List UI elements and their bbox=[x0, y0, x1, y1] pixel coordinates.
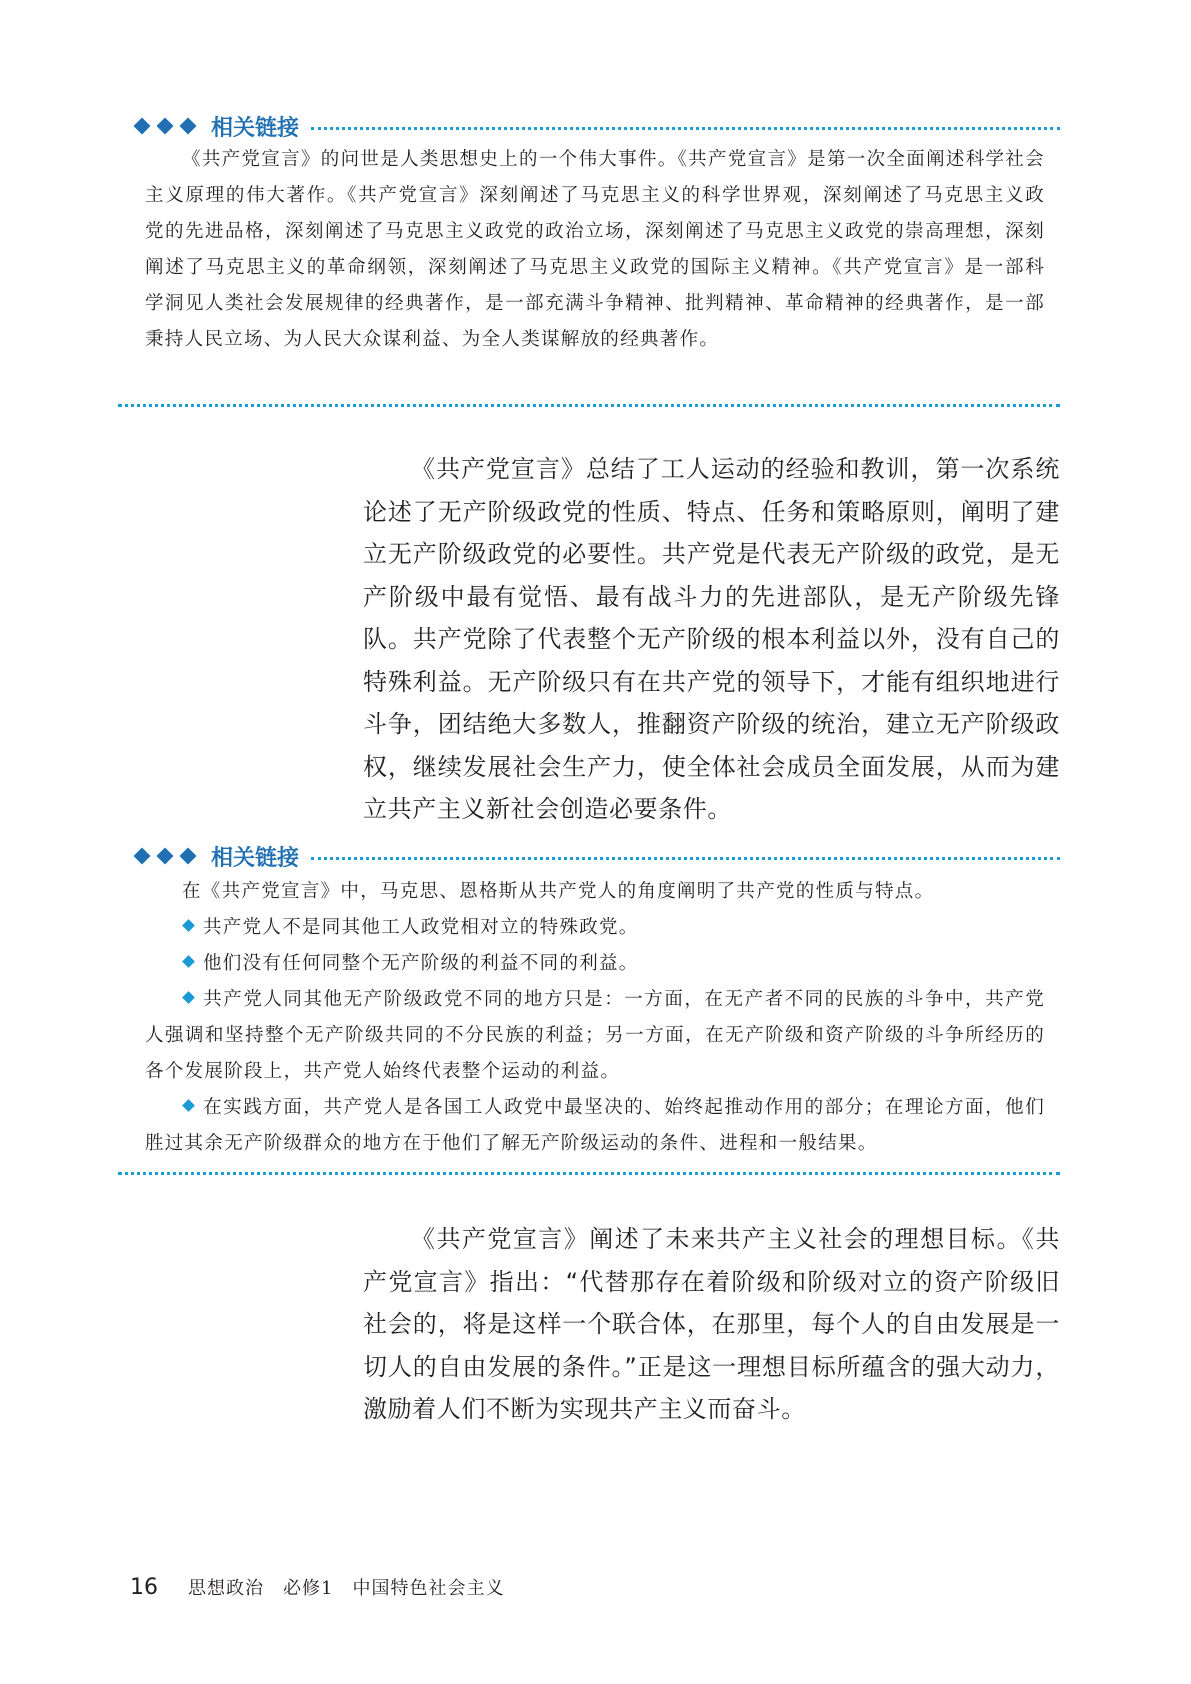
page-footer bbox=[130, 1572, 504, 1602]
diamond-icon bbox=[157, 848, 174, 865]
bullet-diamond-icon bbox=[182, 1099, 195, 1112]
page-number: 16 bbox=[130, 1574, 158, 1600]
related-links-header-1 bbox=[132, 108, 1060, 144]
bullet-diamond-icon bbox=[182, 919, 195, 932]
dotted-rule bbox=[311, 857, 1060, 860]
running-footer-text: 思想政治 必修1 中国特色社会主义 bbox=[188, 1578, 505, 1599]
list-item: 在实践方面，共产党人是各国工人政党中最坚决的、始终起推动作用的部分；在理论方面，他们胜过其余无产阶级群众的地方在于他们了解无产阶级运动的条件、进程和一般结果。 bbox=[145, 1097, 1045, 1154]
bullet-diamond-icon bbox=[182, 955, 195, 968]
diamond-icons bbox=[132, 120, 201, 132]
related-links-title: 相关链接 bbox=[211, 845, 300, 871]
main-paragraph: 《共产党宣言》总结了工人运动的经验和教训，第一次系统论述了无产阶级政党的性质、特点、任务和策略原则，阐明了建立无产阶级政党的必要性。共产党是代表无产阶级的政党，是无产阶级中最有觉悟、最有战斗力的先进部队，是无产阶级先锋队。共产党除了代表整个无产阶级的根本利益以外，没有自己的特殊利益。无产阶级只有在共产党的领导下，才能有组织地进行斗争，团结绝大多数人，推翻资产阶级的统治，建立无产阶级政权，继续发展社会生产力，使全体社会成员全面发展，从而为建立共产主义新社会创造必要条件。 bbox=[363, 455, 1060, 823]
bullet-diamond-icon bbox=[182, 991, 195, 1004]
related-links-body-1 bbox=[145, 142, 1045, 358]
list-item: 他们没有任何同整个无产阶级的利益不同的利益。 bbox=[145, 946, 1045, 982]
diamond-icons bbox=[132, 850, 201, 862]
dotted-rule bbox=[311, 127, 1060, 130]
related-links-paragraph: 《共产党宣言》的问世是人类思想史上的一个伟大事件。《共产党宣言》是第一次全面阐述科学社会主义原理的伟大著作。《共产党宣言》深刻阐述了马克思主义的科学世界观，深刻阐述了马克思主义政党的先进品格，深刻阐述了马克思主义政党的政治立场，深刻阐述了马克思主义政党的崇高理想，深刻阐述了马克思主义的革命纲领，深刻阐述了马克思主义政党的国际主义精神。《共产党宣言》是一部科学洞见人类社会发展规律的经典著作，是一部充满斗争精神、批判精神、革命精神的经典著作，是一部秉持人民立场、为人民大众谋利益、为全人类谋解放的经典著作。 bbox=[145, 149, 1045, 350]
main-text-block-1 bbox=[363, 448, 1060, 831]
diamond-icon bbox=[134, 848, 151, 865]
diamond-icon bbox=[180, 118, 197, 135]
related-links-header-2 bbox=[132, 838, 1060, 874]
main-paragraph: 《共产党宣言》阐述了未来共产主义社会的理想目标。《共产党宣言》指出：“代替那存在着阶级和阶级对立的资产阶级旧社会的，将是这样一个联合体，在那里，每个人的自由发展是一切人的自由发展的条件。”正是这一理想目标所蕴含的强大动力，激励着人们不断为实现共产主义而奋斗。 bbox=[363, 1225, 1060, 1423]
diamond-icon bbox=[134, 118, 151, 135]
diamond-icon bbox=[180, 848, 197, 865]
related-links-body-2 bbox=[145, 874, 1045, 1162]
related-links-intro: 在《共产党宣言》中，马克思、恩格斯从共产党人的角度阐明了共产党的性质与特点。 bbox=[182, 881, 935, 902]
list-item: 共产党人同其他无产阶级政党不同的地方只是：一方面，在无产者不同的民族的斗争中，共产党人强调和坚持整个无产阶级共同的不分民族的利益；另一方面，在无产阶级和资产阶级的斗争所经历的各个发展阶段上，共产党人始终代表整个运动的利益。 bbox=[145, 989, 1045, 1082]
main-text-block-2 bbox=[363, 1218, 1060, 1431]
diamond-icon bbox=[157, 118, 174, 135]
related-links-title: 相关链接 bbox=[211, 115, 300, 141]
box-bottom-dotted-rule bbox=[118, 1172, 1060, 1175]
list-item: 共产党人不是同其他工人政党相对立的特殊政党。 bbox=[145, 910, 1045, 946]
box-bottom-dotted-rule bbox=[118, 404, 1060, 407]
